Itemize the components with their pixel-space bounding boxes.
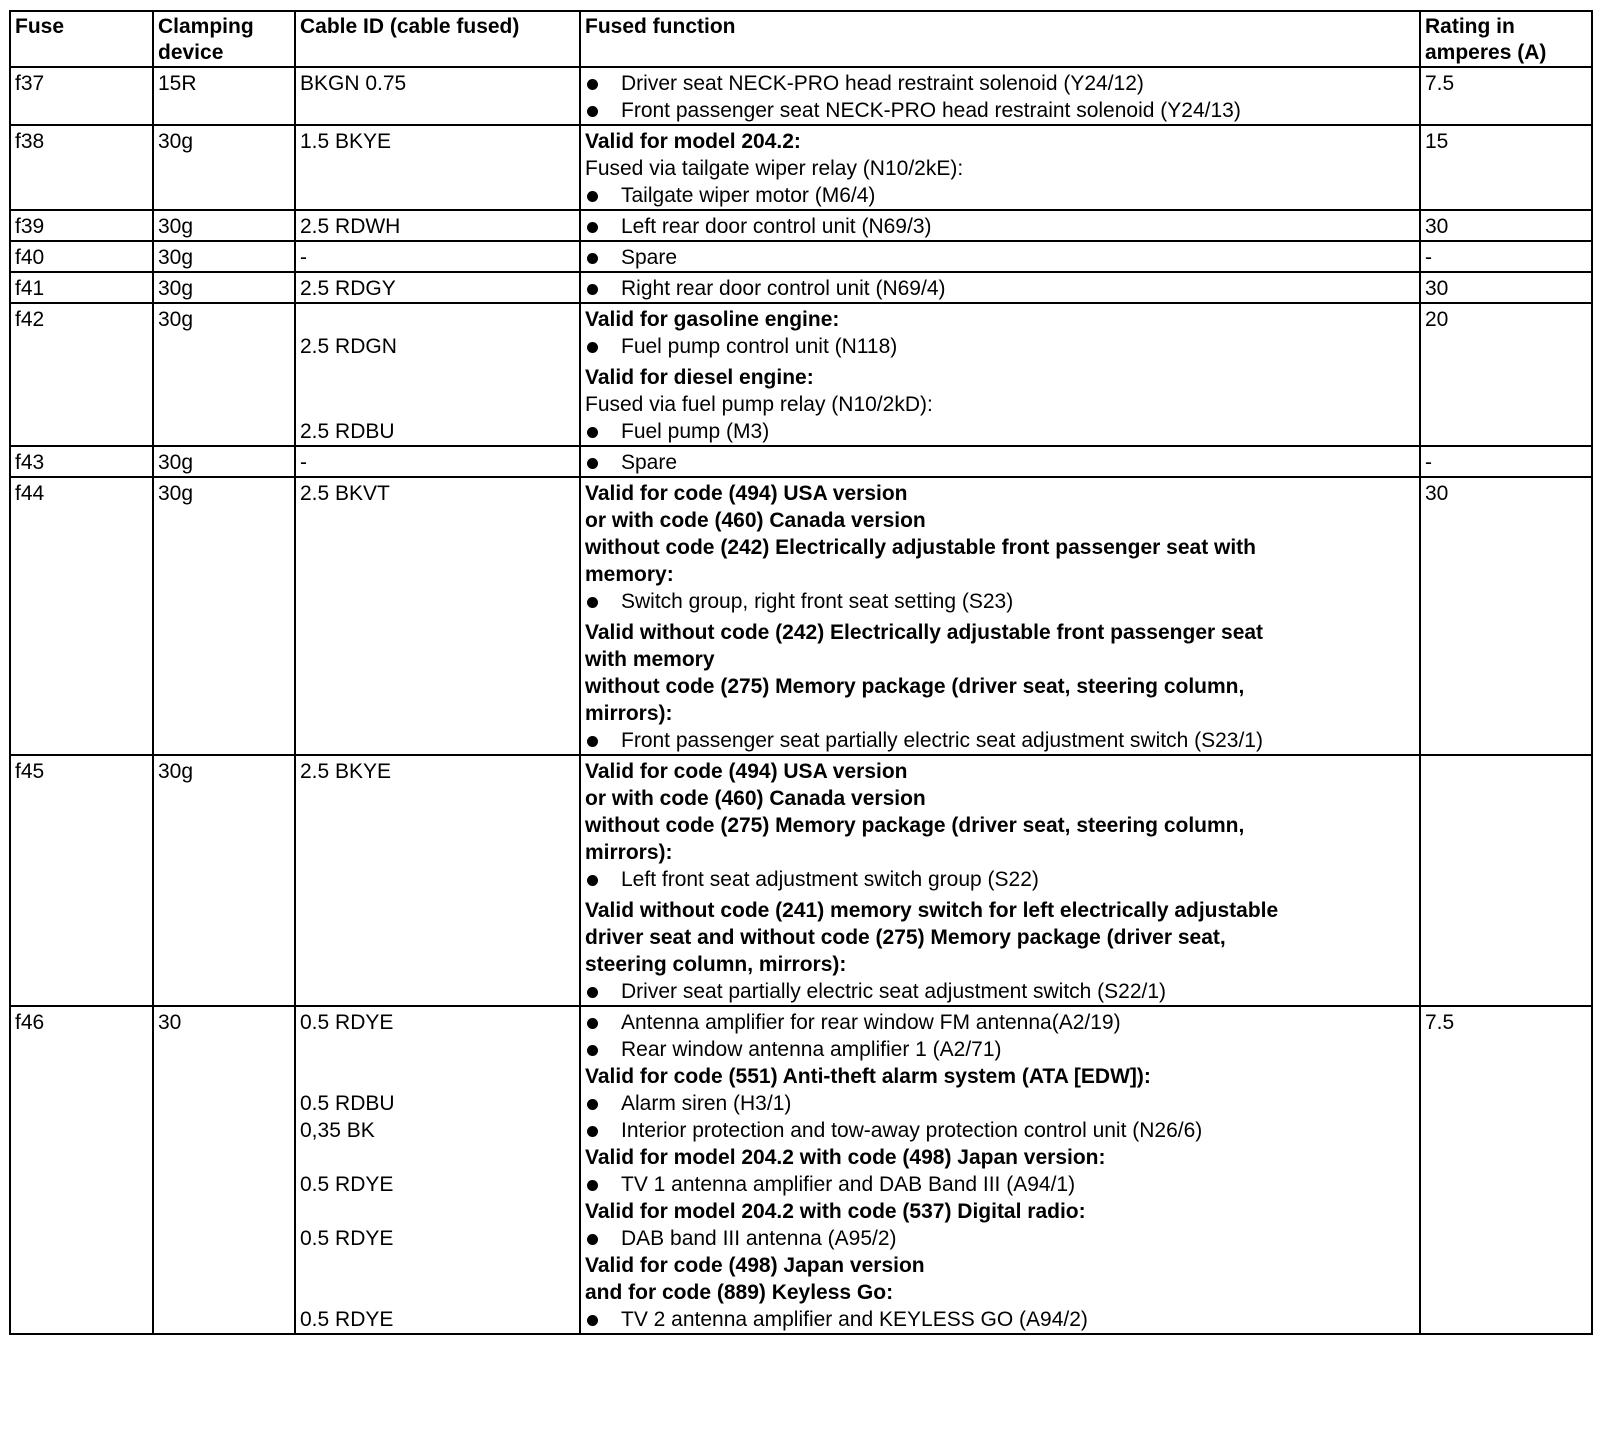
cable-id-cell (295, 210, 580, 241)
clamping-device: 15R (158, 72, 197, 95)
function-bullet-item: Alarm siren (H3/1) (585, 1090, 1415, 1117)
fused-function-cell (580, 755, 1420, 1006)
function-bullet-item: DAB band III antenna (A95/2) (585, 1225, 1415, 1252)
rating-amperes: 15 (1425, 130, 1449, 153)
function-condition: Valid for code (551) Anti-theft alarm system (ATA [EDW]): (585, 1065, 1151, 1088)
clamping-device: 30g (158, 760, 194, 783)
cable-id: 2.5 RDBU (300, 420, 395, 443)
function-bullet-item: Rear window antenna amplifier 1 (A2/71) (585, 1036, 1415, 1063)
rating-amperes: 7.5 (1425, 1011, 1455, 1034)
clamping-device: 30 (158, 1011, 182, 1034)
table-row (10, 67, 1592, 125)
function-bullet-item: Interior protection and tow-away protection control unit (N26/6) (585, 1117, 1415, 1144)
cable-id-cell (295, 241, 580, 272)
function-condition: Valid without code (242) Electrically adjustable front passenger seat (585, 621, 1264, 644)
fuse-cell (10, 755, 153, 1006)
fused-function-cell (580, 241, 1420, 272)
cable-id: 0.5 RDYE (300, 1173, 394, 1196)
function-condition: Valid for gasoline engine: (585, 308, 840, 331)
fuse-id: f39 (15, 215, 45, 238)
function-condition: Valid for code (494) USA version (585, 760, 908, 783)
cable-id-cell (295, 477, 580, 755)
cable-id: - (300, 246, 307, 269)
rating-cell (1420, 1006, 1592, 1334)
cable-id (300, 1198, 575, 1225)
clamping-device-cell (153, 272, 295, 303)
fuse-cell (10, 1006, 153, 1334)
fused-function-cell (580, 477, 1420, 755)
header-clamping-device: Clamping device (153, 11, 295, 67)
fuse-id: f38 (15, 130, 45, 153)
function-bullet-item: Spare (585, 449, 1415, 476)
function-bullet-item: Fuel pump (M3) (585, 418, 1415, 445)
rating-amperes: 30 (1425, 215, 1449, 238)
cable-id: 2.5 RDWH (300, 215, 401, 238)
function-condition: Valid for diesel engine: (585, 366, 814, 389)
function-condition: without code (275) Memory package (driver seat, steering column, (585, 675, 1245, 698)
fuse-cell (10, 125, 153, 210)
cable-id-cell (295, 272, 580, 303)
table-row (10, 303, 1592, 446)
fuse-id: f44 (15, 482, 45, 505)
fuse-cell (10, 477, 153, 755)
fused-function-cell (580, 446, 1420, 477)
cable-id-cell (295, 1006, 580, 1334)
clamping-device: 30g (158, 130, 194, 153)
cable-id: 2.5 RDGY (300, 277, 396, 300)
clamping-device-cell (153, 755, 295, 1006)
function-condition: Valid for code (498) Japan version (585, 1254, 925, 1277)
clamping-device-cell (153, 1006, 295, 1334)
cable-id: 2.5 BKYE (300, 760, 392, 783)
clamping-device-cell (153, 446, 295, 477)
rating-cell (1420, 67, 1592, 125)
table-row (10, 1006, 1592, 1334)
rating-cell (1420, 446, 1592, 477)
function-condition: Valid for model 204.2: (585, 130, 801, 153)
cable-id: 0.5 RDYE (300, 1011, 394, 1034)
cable-id: - (300, 451, 307, 474)
fused-function-cell (580, 1006, 1420, 1334)
cable-id (300, 1036, 575, 1063)
clamping-device: 30g (158, 451, 194, 474)
fused-function-cell (580, 303, 1420, 446)
fuse-id: f45 (15, 760, 45, 783)
rating-cell (1420, 125, 1592, 210)
function-condition: Valid for model 204.2 with code (537) Digital radio: (585, 1200, 1086, 1223)
clamping-device-cell (153, 67, 295, 125)
function-condition: and for code (889) Keyless Go: (585, 1281, 894, 1304)
cable-id: 0.5 RDBU (300, 1092, 395, 1115)
function-condition: without code (242) Electrically adjustable front passenger seat with (585, 536, 1257, 559)
fused-function-cell (580, 210, 1420, 241)
function-bullet-item: Left front seat adjustment switch group (S22) (585, 866, 1415, 893)
rating-cell (1420, 241, 1592, 272)
header-fused-function: Fused function (580, 11, 1420, 67)
cable-id-cell (295, 303, 580, 446)
fuse-id: f40 (15, 246, 45, 269)
function-condition: Valid for code (494) USA version (585, 482, 908, 505)
function-bullet-item: TV 2 antenna amplifier and KEYLESS GO (A94/2) (585, 1306, 1415, 1333)
cable-id-cell (295, 125, 580, 210)
function-condition: without code (275) Memory package (driver seat, steering column, (585, 814, 1245, 837)
function-condition: Valid without code (241) memory switch for left electrically adjustable (585, 899, 1279, 922)
function-bullet-item: Switch group, right front seat setting (S23) (585, 588, 1415, 615)
function-bullet-item: Spare (585, 244, 1415, 271)
rating-cell (1420, 210, 1592, 241)
table-row (10, 210, 1592, 241)
function-condition: steering column, mirrors): (585, 953, 847, 976)
header-fuse: Fuse (10, 11, 153, 67)
function-condition: memory: (585, 563, 674, 586)
cable-id (300, 364, 575, 391)
clamping-device: 30g (158, 277, 194, 300)
fuse-id: f42 (15, 308, 45, 331)
function-condition: Valid for model 204.2 with code (498) Japan version: (585, 1146, 1106, 1169)
cable-id-cell (295, 755, 580, 1006)
rating-cell (1420, 477, 1592, 755)
table-row (10, 272, 1592, 303)
rating-cell (1420, 272, 1592, 303)
cable-id (300, 1252, 575, 1279)
cable-id (300, 306, 575, 333)
cable-id (300, 391, 575, 418)
function-bullet-item: Tailgate wiper motor (M6/4) (585, 182, 1415, 209)
rating-amperes: 7.5 (1425, 72, 1455, 95)
fuse-cell (10, 272, 153, 303)
cable-id: BKGN 0.75 (300, 72, 407, 95)
function-note: Fused via tailgate wiper relay (N10/2kE): (585, 157, 964, 180)
table-row (10, 241, 1592, 272)
cable-id: 2.5 RDGN (300, 335, 397, 358)
clamping-device-cell (153, 241, 295, 272)
function-bullet-item: Left rear door control unit (N69/3) (585, 213, 1415, 240)
cable-id (300, 1144, 575, 1171)
function-note: Fused via fuel pump relay (N10/2kD): (585, 393, 933, 416)
function-bullet-item: Driver seat NECK-PRO head restraint solenoid (Y24/12) (585, 70, 1415, 97)
rating-amperes: - (1425, 246, 1432, 269)
function-condition: mirrors): (585, 702, 673, 725)
cable-id: 1.5 BKYE (300, 130, 392, 153)
rating-amperes: 20 (1425, 308, 1449, 331)
cable-id: 0.5 RDYE (300, 1227, 394, 1250)
function-bullet-item: TV 1 antenna amplifier and DAB Band III (A94/1) (585, 1171, 1415, 1198)
cable-id: 0.5 RDYE (300, 1308, 394, 1331)
clamping-device: 30g (158, 482, 194, 505)
function-bullet-item: Right rear door control unit (N69/4) (585, 275, 1415, 302)
clamping-device-cell (153, 477, 295, 755)
fuse-table-body (10, 67, 1592, 1334)
function-condition: or with code (460) Canada version (585, 787, 926, 810)
clamping-device-cell (153, 210, 295, 241)
fuse-cell (10, 210, 153, 241)
function-condition: with memory (585, 648, 715, 671)
table-row (10, 125, 1592, 210)
header-rating: Rating in amperes (A) (1420, 11, 1592, 67)
function-bullet-item: Antenna amplifier for rear window FM antenna(A2/19) (585, 1009, 1415, 1036)
cable-id (300, 1063, 575, 1090)
cable-id: 0,35 BK (300, 1119, 375, 1142)
cable-id (300, 1279, 575, 1306)
fused-function-cell (580, 272, 1420, 303)
cable-id-cell (295, 67, 580, 125)
header-cable-id: Cable ID (cable fused) (295, 11, 580, 67)
fuse-id: f37 (15, 72, 45, 95)
function-bullet-item: Front passenger seat NECK-PRO head restraint solenoid (Y24/13) (585, 97, 1415, 124)
function-condition: or with code (460) Canada version (585, 509, 926, 532)
function-condition: mirrors): (585, 841, 673, 864)
fused-function-cell (580, 67, 1420, 125)
clamping-device-cell (153, 125, 295, 210)
rating-cell (1420, 303, 1592, 446)
function-condition: driver seat and without code (275) Memory package (driver seat, (585, 926, 1226, 949)
table-row (10, 755, 1592, 1006)
cable-id: 2.5 BKVT (300, 482, 390, 505)
fuse-table (9, 10, 1593, 1335)
clamping-device-cell (153, 303, 295, 446)
fused-function-cell (580, 125, 1420, 210)
table-row (10, 446, 1592, 477)
clamping-device: 30g (158, 246, 194, 269)
function-bullet-item: Front passenger seat partially electric seat adjustment switch (S23/1) (585, 727, 1415, 754)
fuse-cell (10, 67, 153, 125)
function-bullet-item: Fuel pump control unit (N118) (585, 333, 1415, 360)
fuse-table-page (9, 10, 1593, 1335)
fuse-cell (10, 303, 153, 446)
cable-id-cell (295, 446, 580, 477)
rating-amperes: 30 (1425, 277, 1449, 300)
fuse-id: f46 (15, 1011, 45, 1034)
fuse-id: f41 (15, 277, 45, 300)
fuse-cell (10, 241, 153, 272)
clamping-device: 30g (158, 308, 194, 331)
fuse-cell (10, 446, 153, 477)
function-bullet-item: Driver seat partially electric seat adjustment switch (S22/1) (585, 978, 1415, 1005)
clamping-device: 30g (158, 215, 194, 238)
table-row (10, 477, 1592, 755)
rating-amperes: - (1425, 451, 1432, 474)
fuse-id: f43 (15, 451, 45, 474)
header-row (10, 11, 1592, 67)
rating-cell (1420, 755, 1592, 1006)
rating-amperes: 30 (1425, 482, 1449, 505)
